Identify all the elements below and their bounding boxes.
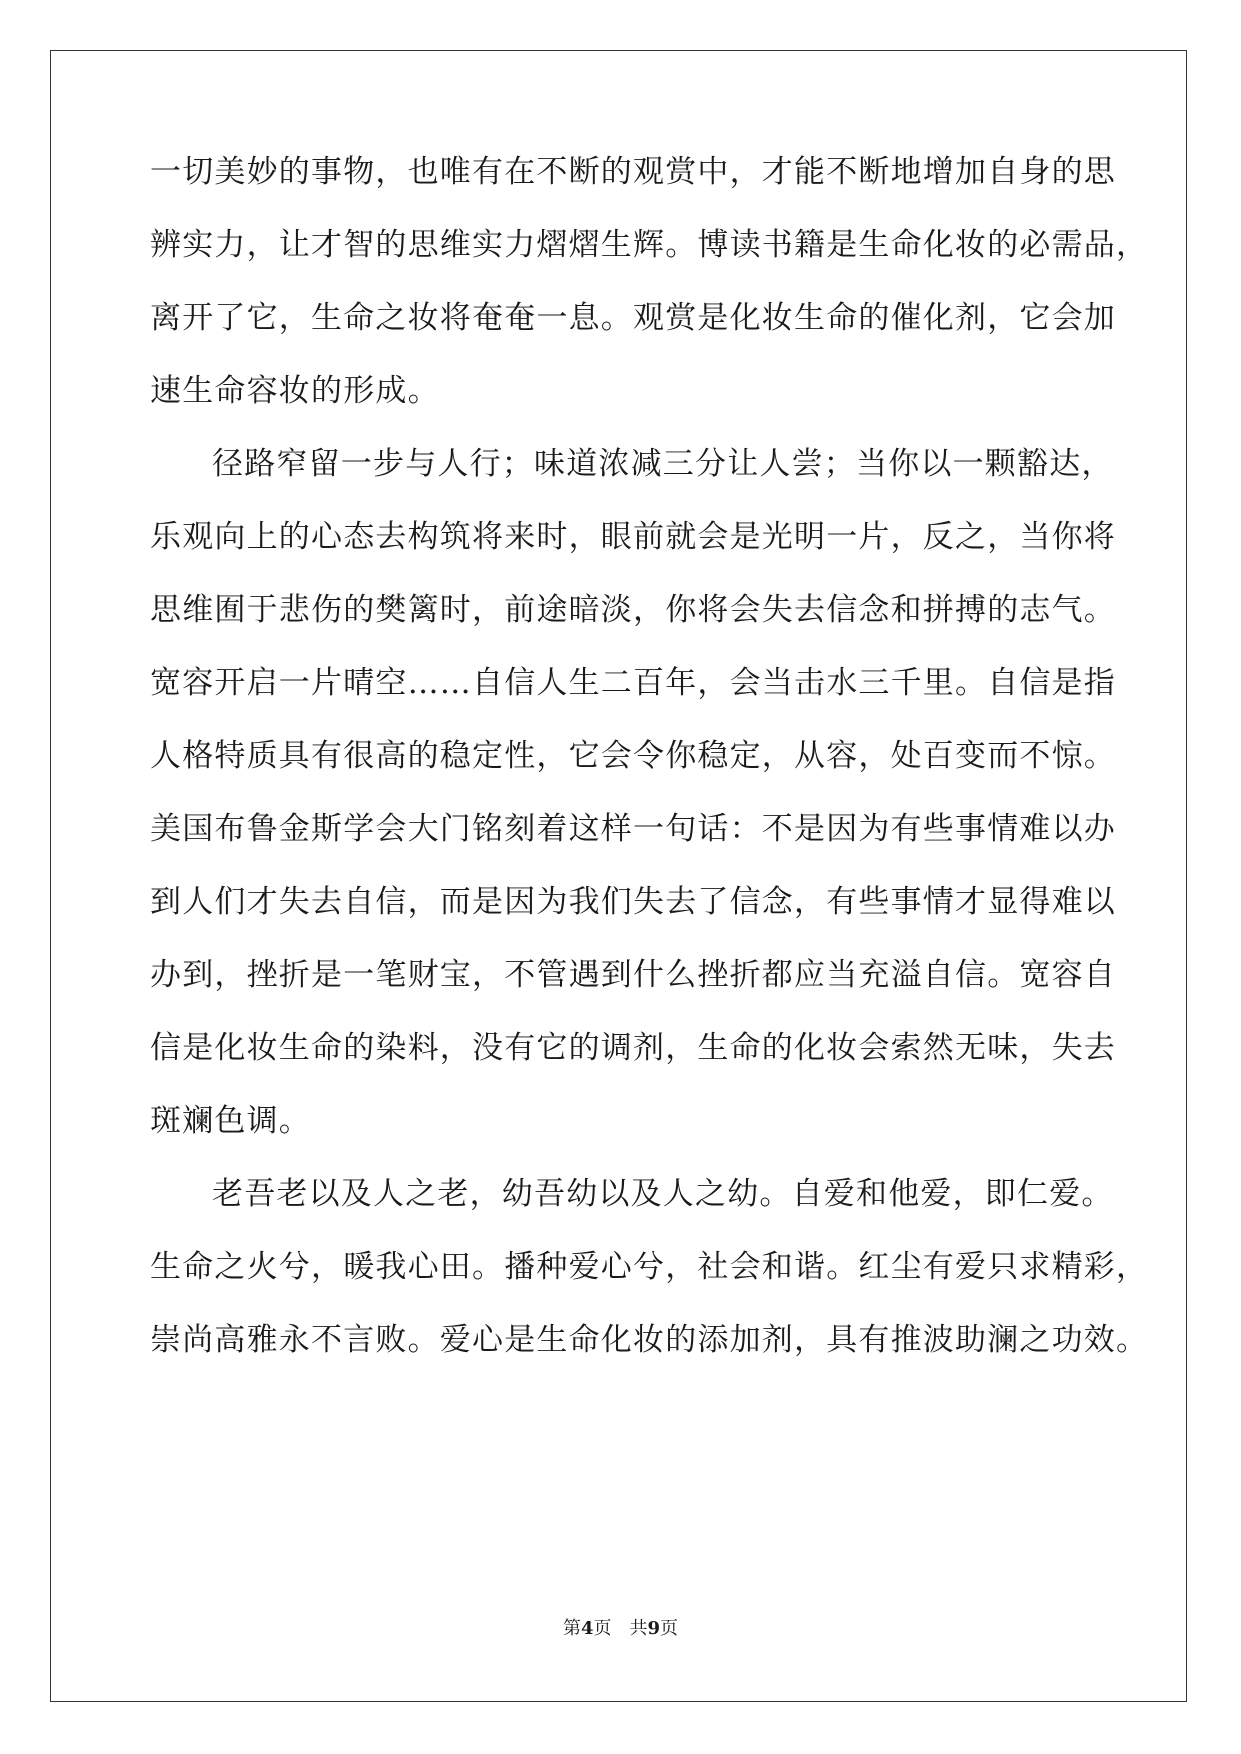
page-footer [0,1614,1241,1640]
text-line: 离开了它，生命之妆将奄奄一息。观赏是化妆生命的催化剂，它会加 [150,300,1116,336]
total-page-number: 9 [647,1618,661,1639]
page-suffix: 页 [593,1618,612,1639]
text-line: 崇尚高雅永不言败。爱心是生命化妆的添加剂，具有推波助澜之功效。 [150,1322,1149,1358]
text-line: 生命之火兮，暖我心田。播种爱心兮，社会和谐。红尘有爱只求精彩， [150,1249,1149,1285]
text-line: 一切美妙的事物，也唯有在不断的观赏中，才能不断地增加自身的思 [150,154,1116,190]
text-line: 人格特质具有很高的稳定性，它会令你稳定，从容，处百变而不惊。 [150,738,1116,774]
text-line: 宽容开启一片晴空……自信人生二百年，会当击水三千里。自信是指 [150,665,1116,701]
paragraph-start-line: 老吾老以及人之老，幼吾幼以及人之幼。自爱和他爱，即仁爱。 [212,1176,1114,1212]
text-line: 美国布鲁金斯学会大门铭刻着这样一句话：不是因为有些事情难以办 [150,811,1116,847]
paragraph-start-line: 径路窄留一步与人行；味道浓减三分让人尝；当你以一颗豁达， [212,446,1114,482]
text-line: 到人们才失去自信，而是因为我们失去了信念，有些事情才显得难以 [150,884,1116,920]
total-suffix: 页 [660,1618,679,1639]
text-line: 办到，挫折是一笔财宝，不管遇到什么挫折都应当充溢自信。宽容自 [150,957,1116,993]
text-line: 速生命容妆的形成。 [150,373,440,409]
current-page-number: 4 [580,1618,594,1639]
text-line: 思维囿于悲伤的樊篱时，前途暗淡，你将会失去信念和拼搏的志气。 [150,592,1116,628]
text-line: 辨实力，让才智的思维实力熠熠生辉。博读书籍是生命化妆的必需品， [150,227,1149,263]
total-prefix: 共 [629,1618,648,1639]
text-line: 信是化妆生命的染料，没有它的调剂，生命的化妆会索然无味，失去 [150,1030,1116,1066]
text-line: 斑斓色调。 [150,1103,311,1139]
text-line: 乐观向上的心态去构筑将来时，眼前就会是光明一片，反之，当你将 [150,519,1116,555]
page-prefix: 第 [562,1618,581,1639]
